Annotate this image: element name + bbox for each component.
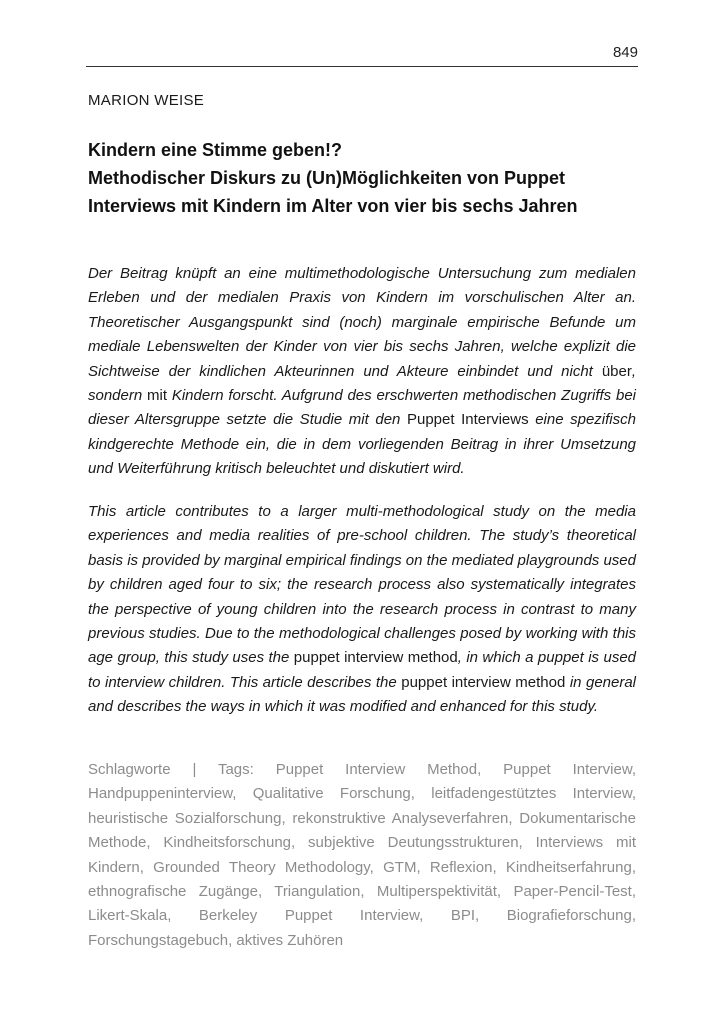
abstract-en-text-3: in general and describes the ways in which it was modified and enhanced for this study.	[88, 673, 637, 716]
abstract-de-text-1: Der Beitrag knüpft an eine multimethodologische Untersuchung zum medialen Erleben und der medialen Praxis von Kindern im vorschulischen Alter an. Theoretischer Ausgangspunkt sind (noch) marginale empirische Befunde um mediale Lebenswelten der Kinder von vier bis sechs Jahren, welche explizit die Sichtweise der kindlichen Akteurinnen und Akteure einbindet und nicht	[88, 265, 636, 380]
abstract-en-text-1: This article contributes to a larger multi-methodological study on the media experiences and media realities of pre-school children. The study’s theoretical basis is provided by marginal empirical findings on the mediated playgrounds used by children aged four to six; the research process also systematically integrates the perspective of young children into the research process in contrast to many previous studies. Due to the methodological challenges posed by working with this age group, this study uses the	[88, 503, 636, 667]
abstract-english	[88, 500, 636, 720]
abstract-en-upright-2: puppet interview method	[401, 673, 566, 691]
abstract-de-upright-2: mit	[147, 387, 168, 405]
abstract-german	[88, 262, 636, 482]
title-line-3: Interviews mit Kindern im Alter von vier bis sechs Jahren	[88, 196, 578, 216]
title-line-1: Kindern eine Stimme geben!?	[88, 140, 343, 160]
keywords-list: Schlagworte | Tags: Puppet Interview Method, Puppet Interview, Handpuppeninterview, Qualitative Forschung, leitfadengestütztes Interview, heuristische Sozialforschung, rekonstruktive Analyseverfahren, Dokumentarische Methode, Kindheitsforschung, subjektive Deutungsstrukturen, Interviews mit Kindern, Grounded Theory Methodology, GTM, Reflexion, Kindheitserfahrung, ethnografische Zugänge, Triangulation, Multiperspektivität, Paper-Pencil-Test, Likert-Skala, Berkeley Puppet Interview, BPI, Biografieforschung, Forschungstagebuch, aktives Zuhören	[88, 761, 636, 949]
title-line-2: Methodischer Diskurs zu (Un)Möglichkeiten von Puppet	[88, 168, 566, 188]
abstract-en-text-2: , in which a puppet is used to interview children. This article describes the	[88, 649, 636, 691]
abstract-de-upright-1: über	[601, 362, 632, 380]
header-rule	[86, 66, 638, 67]
page-number: 849	[612, 44, 638, 61]
author-name: MARION WEISE	[88, 92, 205, 109]
abstract-de-text-3: Kindern forscht. Aufgrund des erschwerten methodischen Zugriffs bei dieser Altersgruppe setzte die Studie mit den	[88, 387, 636, 429]
article-title	[88, 136, 648, 220]
abstract-de-upright-3: Puppet Interviews	[406, 411, 529, 429]
abstract-en-upright-1: puppet interview method	[293, 649, 458, 667]
abstract-de-text-4: eine spezifisch kindgerechte Methode ein, die in dem vorliegenden Beitrag in ihrer Umsetzung und Weiterführung kritisch beleuchtet und diskutiert wird.	[88, 411, 636, 478]
abstract-de-text-2: , sondern	[88, 362, 637, 405]
